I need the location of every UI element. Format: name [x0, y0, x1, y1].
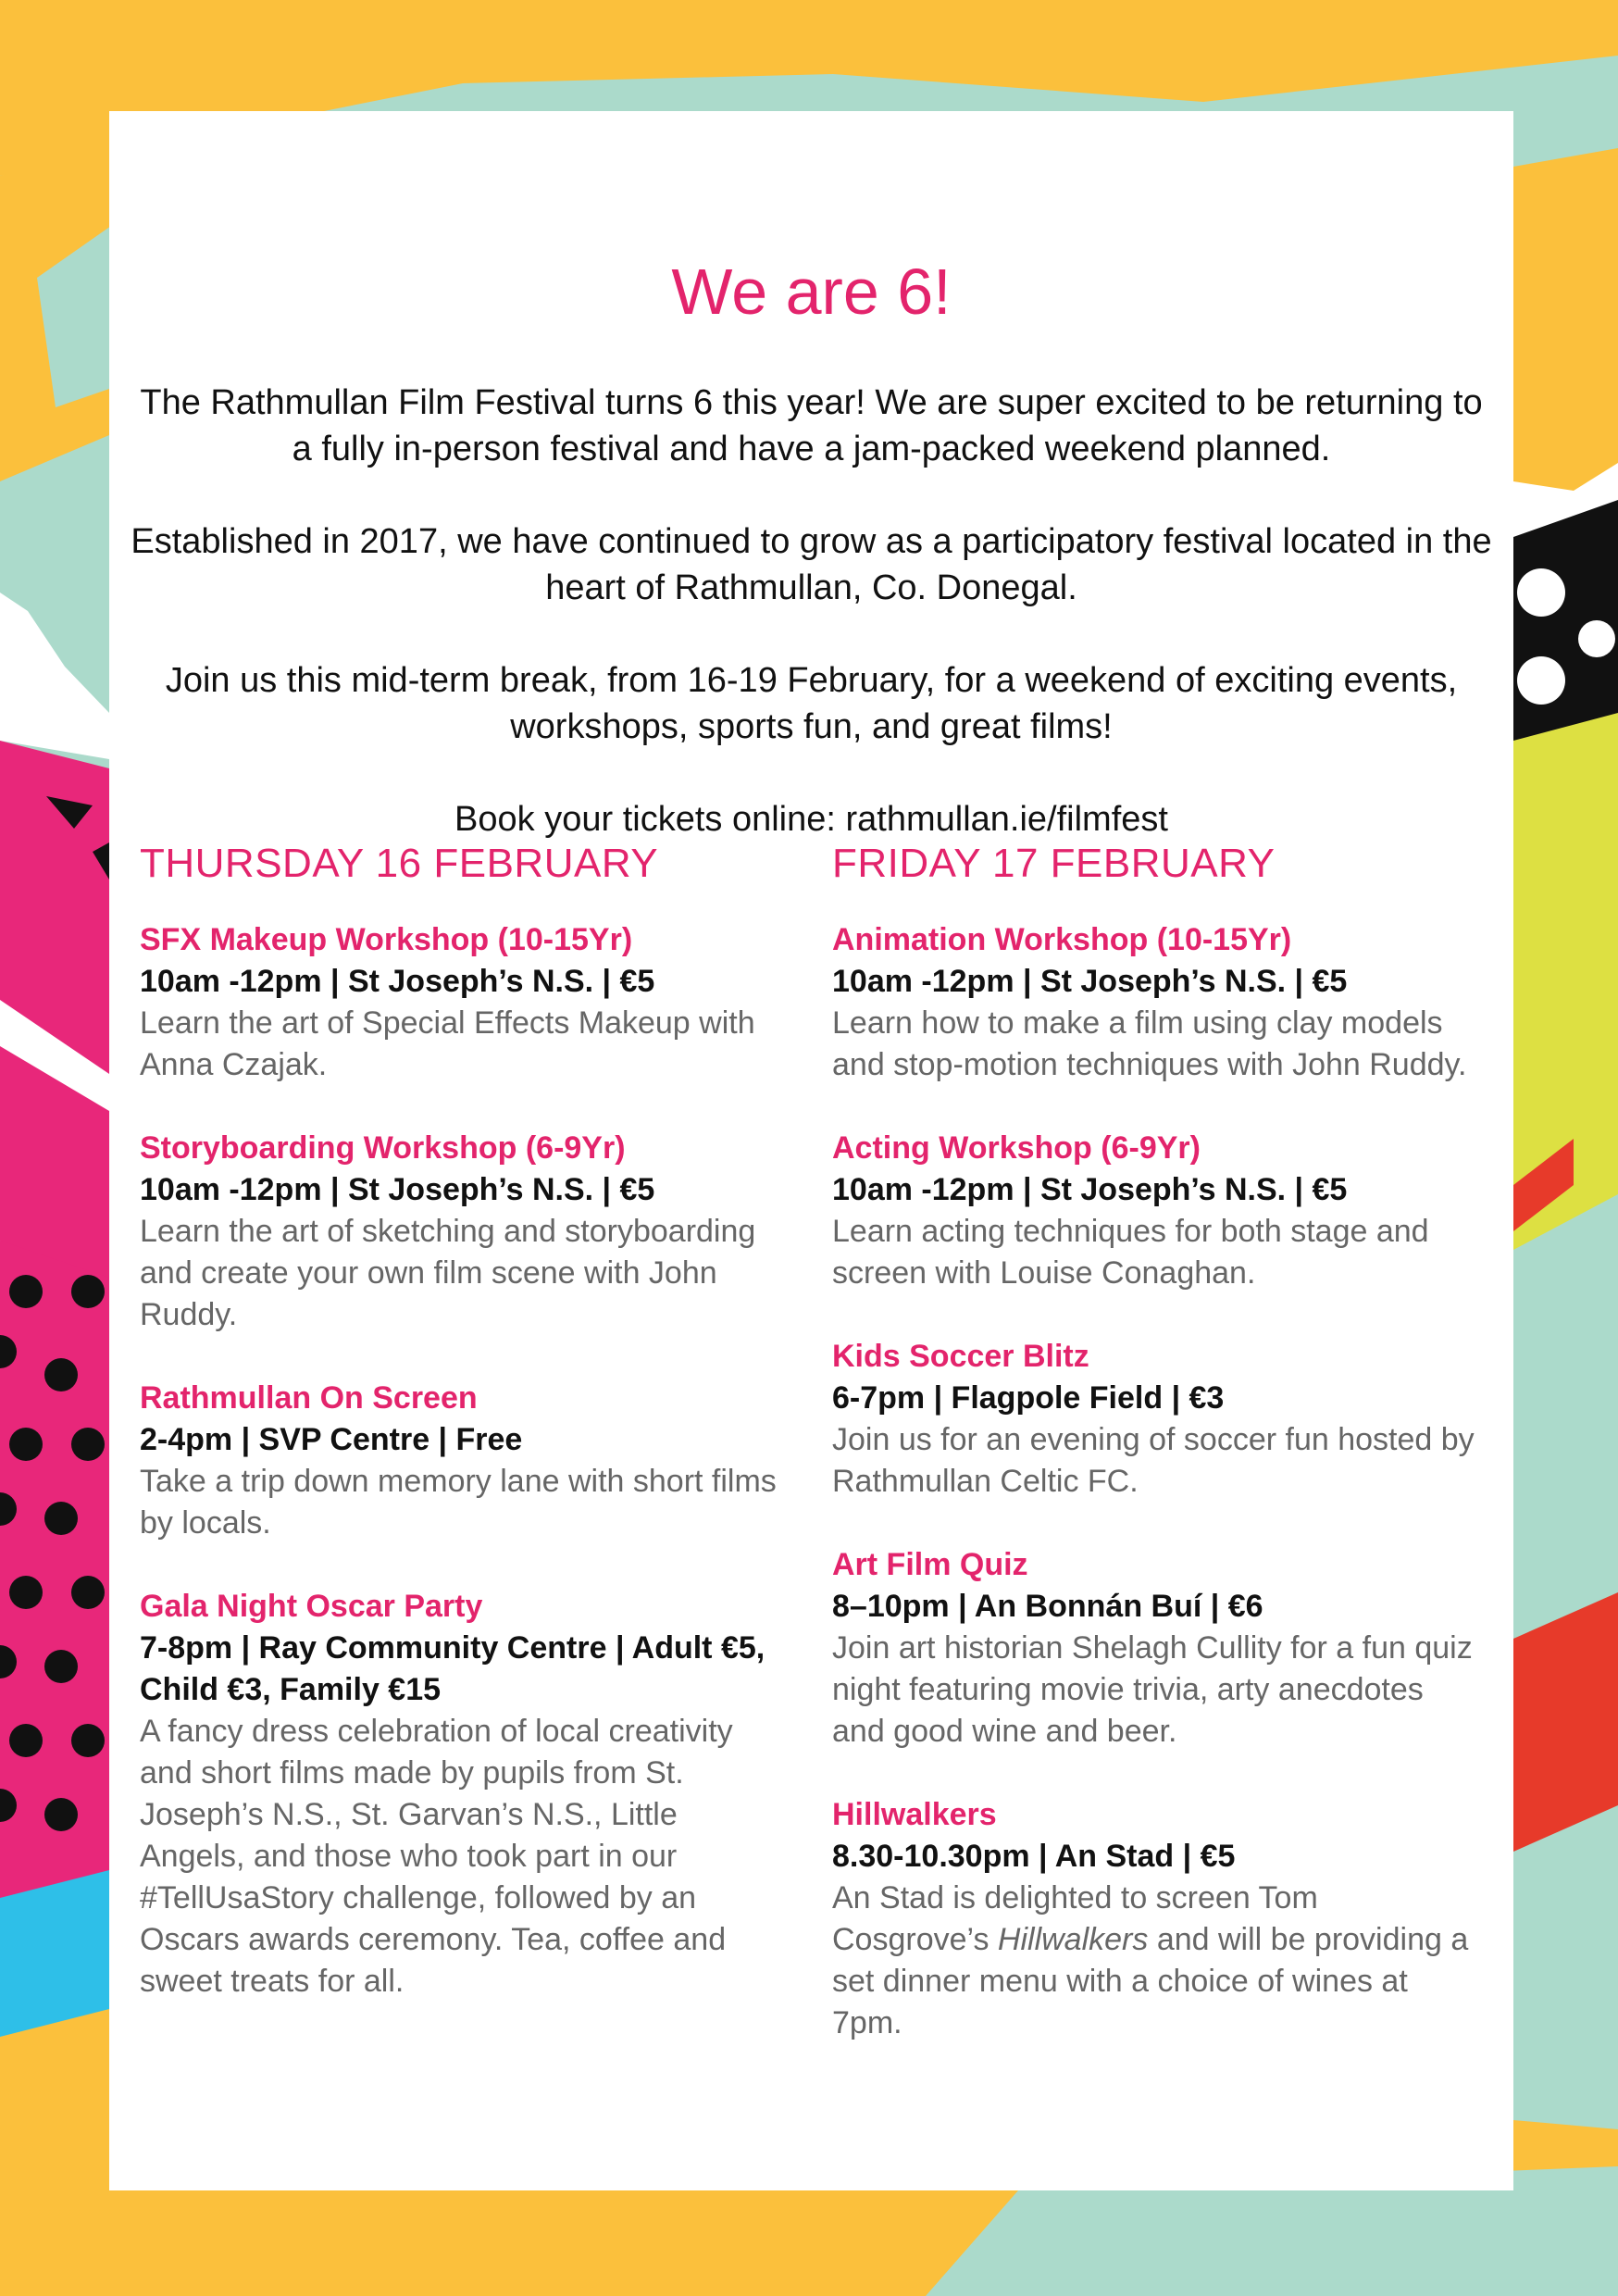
event-description: Take a trip down memory lane with short films by locals.	[140, 1464, 777, 1541]
ticket-info: Book your tickets online: rathmullan.ie/filmfest	[454, 800, 1168, 839]
event-title: Hillwalkers	[832, 1797, 997, 1832]
event-details: 7-8pm | Ray Community Centre | Adult €5, Child €3, Family €15	[140, 1630, 765, 1707]
event-title: SFX Makeup Workshop (10-15Yr)	[140, 922, 633, 957]
intro-paragraph: Established in 2017, we have continued to grow as a participatory festival located in the heart of Rathmullan, Co. Donegal.	[131, 522, 1492, 607]
event-description: Learn the art of sketching and storyboarding and create your own film scene with John Ruddy.	[140, 1214, 756, 1332]
event-details: 10am -12pm | St Joseph’s N.S. | €5	[140, 1172, 655, 1207]
event-title: Rathmullan On Screen	[140, 1380, 478, 1416]
event-description	[832, 1878, 1480, 2044]
event-item	[832, 1128, 1480, 1294]
day-heading-thursday: THURSDAY 16 FEBRUARY	[140, 841, 659, 886]
film-title: Hillwalkers	[997, 1922, 1149, 1957]
yellow-shape-right	[1513, 148, 1618, 518]
event-item	[832, 919, 1480, 1086]
event-item	[140, 919, 788, 1086]
event-title: Animation Workshop (10-15Yr)	[832, 922, 1292, 957]
intro-paragraph: Join us this mid-term break, from 16-19 February, for a weekend of exciting events, workshops, sports fun, and great films!	[165, 661, 1458, 746]
event-description: Join us for an evening of soccer fun hosted by Rathmullan Celtic FC.	[832, 1422, 1475, 1499]
event-title: Kids Soccer Blitz	[832, 1339, 1089, 1374]
event-details: 2-4pm | SVP Centre | Free	[140, 1422, 523, 1457]
event-item	[832, 1544, 1480, 1753]
thursday-schedule	[140, 836, 788, 2044]
event-title: Art Film Quiz	[832, 1547, 1028, 1582]
friday-schedule	[832, 836, 1480, 2086]
event-description: Join art historian Shelagh Cullity for a fun quiz night featuring movie trivia, arty anecdotes and good wine and beer.	[832, 1630, 1473, 1749]
content-card	[109, 111, 1513, 2190]
day-heading-friday: FRIDAY 17 FEBRUARY	[832, 841, 1276, 886]
intro-paragraph: The Rathmullan Film Festival turns 6 this year! We are super excited to be returning to a fully in-person festival and have a jam-packed weekend planned.	[140, 383, 1483, 468]
event-title: Gala Night Oscar Party	[140, 1589, 483, 1624]
page-title: We are 6!	[671, 256, 952, 328]
event-description: Learn how to make a film using clay models and stop-motion techniques with John Ruddy.	[832, 1005, 1467, 1082]
event-details: 6-7pm | Flagpole Field | €3	[832, 1380, 1225, 1416]
event-description-text: An Stad is delighted to screen Tom Cosgrove’s	[832, 1880, 1318, 1957]
event-details: 8–10pm | An Bonnán Buí | €6	[832, 1589, 1263, 1624]
event-item	[140, 1378, 788, 1544]
event-item	[140, 1586, 788, 2003]
event-item	[140, 1128, 788, 1336]
event-details: 10am -12pm | St Joseph’s N.S. | €5	[140, 964, 655, 999]
intro-text	[128, 380, 1495, 889]
event-details: 10am -12pm | St Joseph’s N.S. | €5	[832, 964, 1348, 999]
event-title: Storyboarding Workshop (6-9Yr)	[140, 1130, 626, 1166]
event-description: Learn the art of Special Effects Makeup with Anna Czajak.	[140, 1005, 755, 1082]
event-details: 8.30-10.30pm | An Stad | €5	[832, 1839, 1236, 1874]
event-item	[832, 1336, 1480, 1503]
event-item	[832, 1794, 1480, 2044]
event-description: Learn acting techniques for both stage and screen with Louise Conaghan.	[832, 1214, 1429, 1291]
event-description-text: and will be providing a set dinner menu with a choice of wines at 7pm.	[832, 1922, 1469, 2040]
event-details: 10am -12pm | St Joseph’s N.S. | €5	[832, 1172, 1348, 1207]
event-title: Acting Workshop (6-9Yr)	[832, 1130, 1201, 1166]
event-description: A fancy dress celebration of local creativity and short films made by pupils from St. Joseph’s N.S., St. Garvan’s N.S., Little Angels, and those who took part in our #TellUsaStory challenge, followed by an Oscars awards ceremony. Tea, coffee and sweet treats for all.	[140, 1714, 733, 1999]
